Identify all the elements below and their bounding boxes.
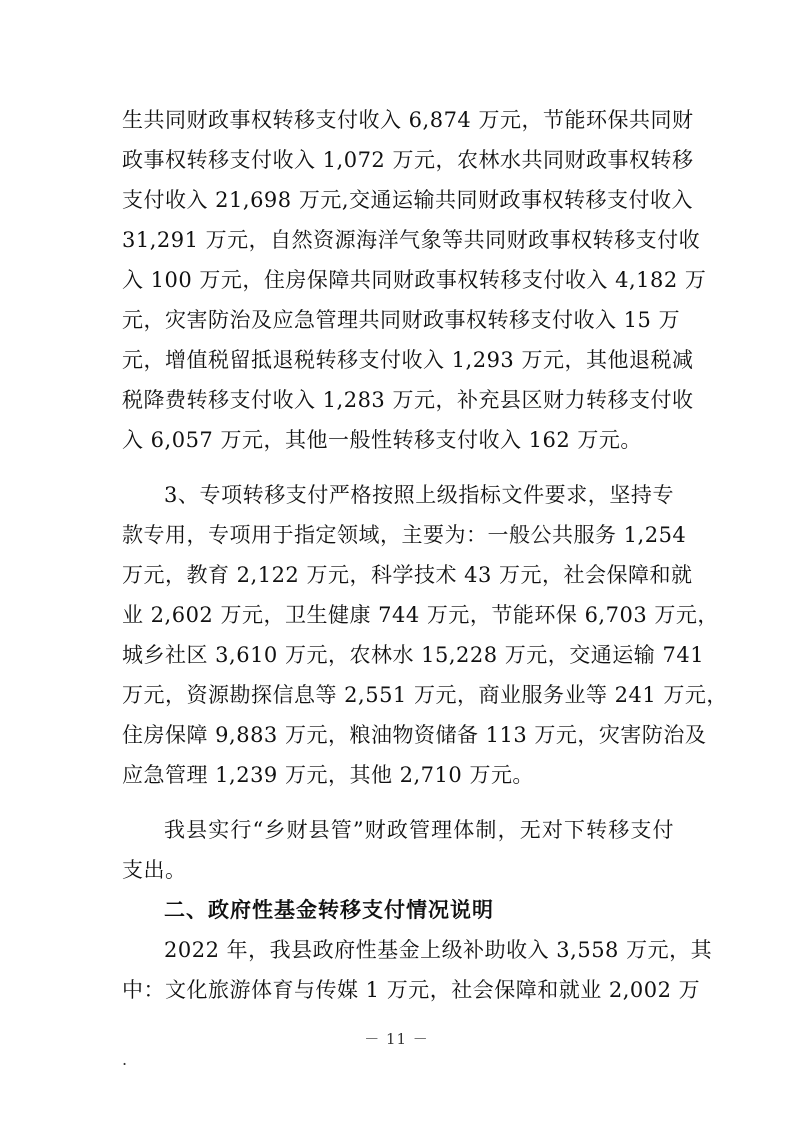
paragraph-line: 城乡社区 3,610 万元，农林水 15,228 万元，交通运输 741 xyxy=(122,643,705,667)
paragraph-line: 入 6,057 万元，其他一般性转移支付收入 162 万元。 xyxy=(122,428,642,452)
paragraph-line: 入 100 万元，住房保障共同财政事权转移支付收入 4,182 万 xyxy=(122,268,707,292)
paragraph-line: 业 2,602 万元，卫生健康 744 万元，节能环保 6,703 万元， xyxy=(122,603,719,627)
section-heading: 二、政府性基金转移支付情况说明 xyxy=(164,898,494,922)
paragraph-line: 款专用，专项用于指定领域，主要为：一般公共服务 1,254 xyxy=(122,523,687,547)
paragraph-line: 税降费转移支付收入 1,283 万元，补充县区财力转移支付收 xyxy=(122,388,694,412)
trailing-mark: . xyxy=(122,1050,128,1069)
paragraph-line: 元，灾害防治及应急管理共同财政事权转移支付收入 15 万 xyxy=(122,308,681,332)
paragraph-line: 万元，资源勘探信息等 2,551 万元，商业服务业等 241 万元， xyxy=(122,683,728,707)
page-number: － 11 － xyxy=(364,1030,429,1048)
paragraph-line: 住房保障 9,883 万元，粮油物资储备 113 万元，灾害防治及 xyxy=(122,723,707,747)
paragraph-line: 中：文化旅游体育与传媒 1 万元，社会保障和就业 2,002 万 xyxy=(122,978,701,1002)
paragraph-line: 31,291 万元，自然资源海洋气象等共同财政事权转移支付收 xyxy=(122,228,701,252)
paragraph-line: 我县实行“乡财县管”财政管理体制，无对下转移支付 xyxy=(164,818,674,842)
paragraph-line: 3、专项转移支付严格按照上级指标文件要求，坚持专 xyxy=(164,483,674,507)
paragraph-line: 万元，教育 2,122 万元，科学技术 43 万元，社会保障和就 xyxy=(122,563,693,587)
paragraph-line: 应急管理 1,239 万元，其他 2,710 万元。 xyxy=(122,763,534,787)
paragraph-line: 2022 年，我县政府性基金上级补助收入 3,558 万元，其 xyxy=(164,938,713,962)
paragraph-line: 支出。 xyxy=(122,858,187,882)
paragraph-line: 支付收入 21,698 万元,交通运输共同财政事权转移支付收入 xyxy=(122,188,694,212)
paragraph-line: 政事权转移支付收入 1,072 万元，农林水共同财政事权转移 xyxy=(122,148,694,172)
paragraph-line: 生共同财政事权转移支付收入 6,874 万元，节能环保共同财 xyxy=(122,108,694,132)
paragraph-line: 元，增值税留抵退税转移支付收入 1,293 万元，其他退税减 xyxy=(122,348,694,372)
